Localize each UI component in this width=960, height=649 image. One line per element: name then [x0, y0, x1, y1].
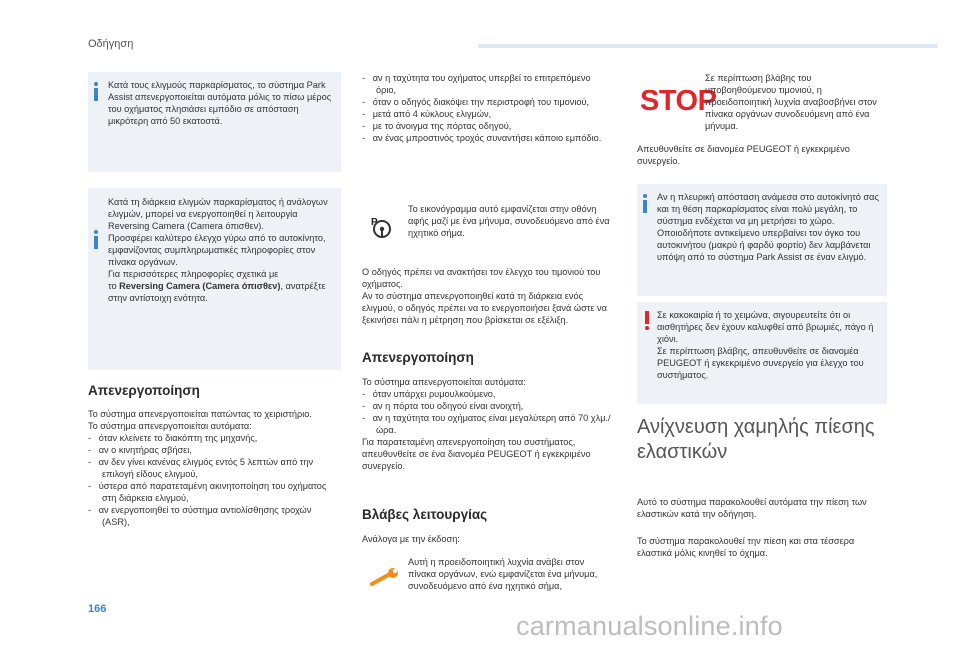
list-item: - αν ο κινητήρας σβήσει,	[88, 445, 192, 455]
list-item: - αν ενεργοποιηθεί το σύστημα αντιολίσθησης τροχών (ASR),	[88, 505, 312, 527]
info-box-camera-text	[108, 196, 336, 304]
list-item: - όταν υπάρχει ρυμουλκούμενο,	[362, 389, 496, 399]
wrench-icon	[366, 567, 400, 589]
info-box-lateral-text	[657, 191, 883, 263]
section-title-faults: Βλάβες λειτουργίας	[362, 507, 488, 522]
info-box-text: Κατά τους ελιγμούς παρκαρίσματος, το σύστημα Park Assist απενεργοποιείται αυτόματα μόλις το πίσω μέρος του οχήματος πλησιάσει εμπόδιο σε απόσταση μικρότερη από 50 εκατοστά.	[108, 80, 332, 126]
left-body	[88, 408, 338, 528]
icon-description: Το εικονόγραμμα αυτό εμφανίζεται στην οθόνη αφής μαζί με ένα μήνυμα, συνοδευόμενο από ένα ηχητικό σήμα.	[408, 204, 610, 238]
camera-para-2: Προσφέρει καλύτερο έλεγχο γύρω από το αυτοκίνητο, εμφανίζοντας συμπληρωματικές πληροφορίες στον πίνακα οργάνων.	[108, 233, 326, 267]
header-bar	[478, 44, 938, 48]
info-icon	[94, 82, 98, 101]
list-item: - ύστερα από παρατεταμένη ακινητοποίηση του οχήματος στη διάρκεια ελιγμού,	[88, 481, 327, 503]
stop-description: Σε περίπτωση βλάβης του υποβοηθούμενου τιμονιού, η προειδοποιητική λυχνία αναβοσβήνει στον πίνακα οργάνων συνοδευόμενη από ένα μήνυμα.	[705, 73, 877, 131]
section-title-deactivation-left: Απενεργοποίηση	[88, 383, 200, 398]
page-number: 166	[88, 603, 107, 615]
para-driver: Ο οδηγός πρέπει να ανακτήσει τον έλεγχο του τιμονιού του οχήματος.	[362, 267, 601, 289]
tyre-para-1: Αυτό το σύστημα παρακολουθεί αυτόματα την πίεση των ελαστικών κατά την οδήγηση.	[637, 497, 867, 519]
list-item: - αν δεν γίνει κανένας ελιγμός εντός 5 λεπτών από την επιλογή είδους ελιγμού,	[88, 457, 314, 479]
stop-para: Απευθυνθείτε σε διανομέα PEUGEOT ή εγκεκριμένο συνεργείο.	[637, 144, 850, 166]
para-case: Ανάλογα με την έκδοση:	[362, 534, 460, 544]
list-item: - με το άνοιγμα της πόρτας οδηγού,	[362, 121, 512, 131]
list-item: - μετά από 4 κύκλους ελιγμών,	[362, 109, 492, 119]
wrench-description: Αυτή η προειδοποιητική λυχνία ανάβει στον πίνακα οργάνων, ενώ εμφανίζεται ένα μήνυμα, συνοδευόμενο από ένα ηχητικό σήμα,	[408, 557, 598, 591]
info-icon	[643, 194, 647, 213]
list-item: - αν η ταχύτητα του οχήματος είναι μεγαλύτερη από 70 χλμ./ώρα.	[362, 413, 611, 435]
svg-text:P: P	[371, 217, 378, 228]
header-title: Οδήγηση	[88, 38, 134, 50]
lateral-para-2: Οποιοδήποτε αντικείμενο υπερβαίνει τον όγκο του αυτοκινήτου (μακρύ ή φαρδύ φορτίο) δεν λαμβάνεται υπόψη από το σύστημα Park Assist σε έναν ελιγμό.	[657, 228, 871, 262]
camera-bold: Reversing Camera (Camera όπισθεν)	[119, 281, 281, 291]
camera-end: , ανατρέξτε στην αντίστοιχη ενότητα.	[108, 281, 326, 303]
middle-body	[362, 266, 614, 326]
list-item: - αν ένας μπροστινός τροχός συναντήσει κάποιο εμπόδιο.	[362, 133, 602, 143]
para-long: Για παρατεταμένη απενεργοποίηση του συστήματος, απευθυνθείτε σε ένα διανομέα PEUGEOT ή εγκεκριμένο συνεργείο.	[362, 437, 591, 471]
list-item: - αν η ταχύτητα του οχήματος υπερβεί το επιτρεπόμενο όριο,	[362, 73, 591, 95]
warning-para-2: Σε περίπτωση βλάβης, απευθυνθείτε σε διανομέα PEUGEOT ή εγκεκριμένο συνεργείο για έλεγχο του συστήματος.	[657, 346, 864, 380]
stop-icon: STOP	[640, 85, 717, 117]
list-item: - όταν κλείνετε το διακόπτη της μηχανής,	[88, 433, 258, 443]
left-para-1: Το σύστημα απενεργοποιείται πατώντας το χειριστήριο.	[88, 409, 312, 419]
para-restart: Αν το σύστημα απενεργοποιηθεί κατά τη διάρκεια ενός ελιγμού, ο οδηγός πρέπει να το ενεργοποιήσει ξανά ώστε να ξεκινήσει πάλι η μέτρηση που βρίσκεται σε εξέλιξη.	[362, 291, 607, 325]
camera-para-3: Για περισσότερες πληροφορίες σχετικά με	[108, 269, 279, 279]
warning-para-1: Σε κακοκαιρία ή το χειμώνα, σιγουρευτείτε ότι οι αισθητήρες δεν έχουν καλυφθεί από βρωμιές, πάγο ή χιόνι.	[657, 310, 874, 344]
camera-to: το	[108, 281, 117, 291]
para-auto: Το σύστημα απενεργοποιείται αυτόματα:	[362, 377, 526, 387]
list-item: - αν η πόρτα του οδηγού είναι ανοιχτή,	[362, 401, 524, 411]
warning-icon	[645, 311, 649, 330]
info-icon	[94, 230, 98, 249]
steering-p-icon	[370, 216, 394, 240]
warning-box-text	[657, 309, 883, 381]
watermark: carmanualsonline.info	[516, 611, 783, 641]
list-item: - όταν ο οδηγός διακόψει την περιστροφή του τιμονιού,	[362, 97, 590, 107]
left-para-2: Το σύστημα απενεργοποιείται αυτόματα:	[88, 421, 252, 431]
tyre-para-2: Το σύστημα παρακολουθεί την πίεση και στα τέσσερα ελαστικά μόλις κινηθεί το όχημα.	[637, 536, 855, 558]
lateral-para-1: Αν η πλευρική απόσταση ανάμεσα στο αυτοκίνητό σας και τη θέση παρκαρίσματος είναι πολύ μεγάλη, το σύστημα ενδέχεται να μη μετρήσει το χώρο.	[657, 192, 879, 226]
camera-para-1: Κατά τη διάρκεια ελιγμών παρκαρίσματος ή ανάλογων ελιγμών, μπορεί να ενεργοποιηθεί η λειτουργία Reversing Camera (Camera όπισθεν).	[108, 197, 328, 231]
middle-bullets	[362, 72, 612, 144]
middle-body-2	[362, 376, 614, 472]
section-title-deactivation-middle: Απενεργοποίηση	[362, 350, 474, 365]
section-title-tyre-pressure: Ανίχνευση χαμηλής πίεσης ελαστικών	[637, 416, 875, 463]
